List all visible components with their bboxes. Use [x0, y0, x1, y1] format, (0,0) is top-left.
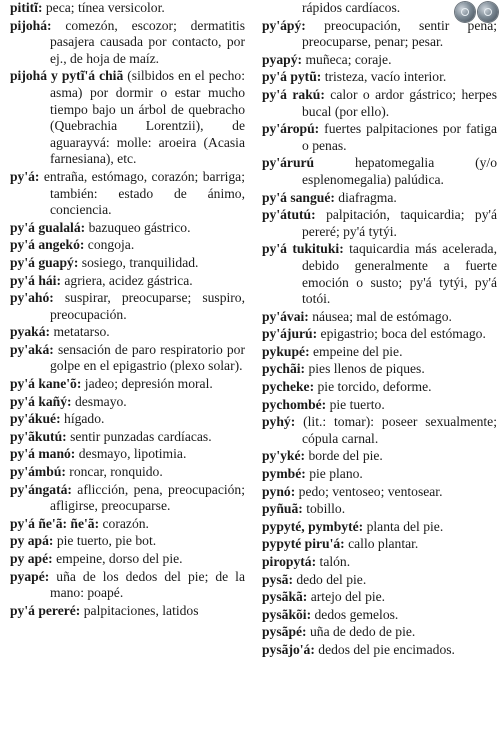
definition: pie tuerto, pie bot. [53, 533, 157, 549]
definition: taquicardia más acelerada, debido generalmente a fuerte emoción o susto; py'á tytýi, py'á totói. [302, 241, 497, 307]
definition: desmayo. [71, 393, 127, 409]
definition: congoja. [84, 237, 135, 253]
right-column [262, 0, 497, 660]
dictionary-entry [10, 551, 245, 568]
headword: py'ángatá: [10, 481, 72, 497]
definition: dedos gemelos. [311, 606, 399, 622]
headword: py apé: [10, 551, 53, 566]
headword: pyhý: [262, 414, 296, 430]
headword: py'á sangué: [262, 189, 335, 205]
definition: fuertes palpitaciones por fatiga o penas. [302, 121, 497, 153]
dictionary-entry [10, 603, 245, 620]
definition: sensación de paro respiratorio por golpe en el epigastrio (plexo solar). [50, 341, 245, 374]
headword: py'yké: [262, 448, 306, 464]
definition: pie plano. [305, 466, 363, 482]
definition: preocupación, sentir pena; preocuparse, penar; pesar. [302, 17, 497, 50]
definition: bazuqueo gástrico. [85, 219, 191, 235]
dictionary-entry [262, 121, 497, 154]
definition: (lit.: tomar): poseer sexualmente; cópula carnal. [295, 414, 497, 446]
dictionary-entry [262, 190, 497, 207]
entry-continuation: rápidos cardíacos. [302, 0, 401, 15]
dictionary-entry [10, 464, 245, 481]
dictionary-entry [262, 69, 497, 86]
dictionary-entry [262, 344, 497, 361]
dictionary-entry [10, 376, 245, 393]
headword: pychombé: [262, 396, 327, 412]
dictionary-entry [10, 169, 245, 219]
dictionary-entry [10, 324, 245, 341]
dictionary-entry [262, 607, 497, 624]
dictionary-entry [10, 0, 245, 17]
headword: pyapé: [10, 568, 50, 584]
dictionary-entry [262, 624, 497, 641]
definition: tobillo. [302, 501, 346, 517]
dictionary-entry [262, 52, 497, 69]
headword: pititĩ: [10, 0, 43, 15]
definition: callo plantar. [344, 536, 419, 552]
headword: py'á guapý: [10, 254, 79, 270]
dictionary-entry [10, 273, 245, 290]
definition: pie torcido, deforme. [314, 379, 432, 395]
dictionary-entry [262, 309, 497, 326]
definition: talón. [316, 554, 351, 569]
dictionary-entry [10, 18, 245, 68]
headword: pypyté piru'á: [262, 536, 345, 552]
dictionary-entry [10, 411, 245, 428]
headword: pysãkã: [262, 589, 308, 605]
dictionary-entry [262, 326, 497, 343]
definition: muñeca; coraje. [302, 51, 392, 67]
headword: py'ávai: [262, 308, 309, 324]
definition: jadeo; depresión moral. [81, 376, 213, 392]
left-column [10, 0, 245, 620]
dictionary-entry [10, 68, 245, 168]
definition: dedos del pie encimados. [314, 641, 455, 657]
dictionary-entry [262, 519, 497, 536]
dictionary-entry [262, 501, 497, 518]
definition: entraña, estómago, corazón; barriga; también: estado de ánimo, conciencia. [39, 168, 245, 218]
headword: pyaká: [10, 324, 51, 340]
dictionary-entry [10, 290, 245, 323]
definition: calor o ardor gástrico; herpes bucal (por ello). [302, 86, 497, 119]
headword: pypyté, pymbyté: [262, 518, 364, 534]
dictionary-entry [262, 87, 497, 120]
definition: sentir punzadas cardíacas. [66, 428, 212, 444]
definition: borde del pie. [305, 448, 383, 464]
dictionary-entry [262, 448, 497, 465]
dictionary-entry [10, 429, 245, 446]
dictionary-entry [10, 342, 245, 375]
headword: py'á tukituki: [262, 241, 344, 257]
dictionary-entry [262, 379, 497, 396]
definition: planta del pie. [363, 518, 444, 534]
dictionary-entry [262, 554, 497, 571]
headword: pycheke: [262, 379, 315, 395]
headword: py'á angekó: [10, 237, 85, 253]
dictionary-entry [262, 397, 497, 414]
definition: pedo; ventoseo; ventosear. [295, 483, 443, 499]
definition: corazón. [99, 515, 149, 531]
dictionary-entry [262, 536, 497, 553]
headword: py'ámbú: [10, 464, 66, 480]
headword: py'áropú: [262, 121, 320, 137]
dictionary-entry [262, 361, 497, 378]
headword: py'á rakú: [262, 86, 325, 102]
headword: pychãi: [262, 361, 306, 377]
dictionary-entry [10, 569, 245, 602]
definition: sosiego, tranquilidad. [78, 254, 199, 270]
definition: hígado. [60, 411, 105, 427]
definition: artejo del pie. [307, 589, 386, 605]
headword: pysã: [262, 571, 293, 587]
headword: pymbé: [262, 466, 306, 482]
headword: py'á pereré: [10, 602, 81, 618]
dictionary-entry [10, 482, 245, 515]
definition: hepatomegalia (y/o esplenomegalia) palúdica. [302, 155, 497, 187]
headword: py'á kane'õ: [10, 376, 82, 392]
dictionary-entry [10, 255, 245, 272]
dictionary-entry [10, 394, 245, 411]
dictionary-entry [262, 642, 497, 659]
dictionary-entry [262, 18, 497, 51]
definition: desmayo, lipotimia. [75, 446, 187, 462]
definition: empeine, dorso del pie. [52, 551, 183, 566]
headword: pysãpé: [262, 624, 307, 640]
headword: pynó: [262, 483, 296, 499]
definition: empeine del pie. [309, 343, 403, 359]
definition: palpitación, taquicardia; py'á pereré; py'á tytýi. [302, 207, 497, 239]
headword: py'á manó: [10, 446, 76, 462]
dictionary-entry [10, 220, 245, 237]
headword: py'á ñe'ã: ñe'ã: [10, 515, 100, 531]
dictionary-entry [262, 589, 497, 606]
definition: dedo del pie. [292, 571, 367, 587]
definition: náusea; mal de estómago. [308, 308, 452, 324]
dictionary-entry [262, 484, 497, 501]
headword: py'aká: [10, 341, 54, 357]
dictionary-entry [262, 414, 497, 447]
dictionary-entry [10, 237, 245, 254]
dictionary-entry [262, 241, 497, 307]
definition: epigastrio; boca del estómago. [317, 326, 486, 342]
dictionary-entry [262, 155, 497, 188]
headword: pyapý: [262, 51, 303, 67]
headword: pijohá y pytĩ'á chiã [10, 68, 124, 84]
definition: suspirar, preocuparse; suspiro, preocupación. [50, 290, 245, 322]
headword: py apá: [10, 533, 54, 549]
headword: pijohá: [10, 17, 52, 33]
definition: comezón, escozor; dermatitis pasajera causada por contacto, por ej., de hoja de maíz. [50, 17, 245, 66]
definition: pies llenos de piques. [305, 361, 425, 377]
headword: py'átutú: [262, 207, 316, 223]
headword: pyñuã: [262, 501, 303, 517]
headword: pysãjo'á: [262, 641, 315, 657]
headword: py'á pytũ: [262, 69, 322, 85]
headword: pysãkõi: [262, 606, 312, 622]
headword: py'ákué: [10, 411, 61, 427]
headword: py'á hái: [10, 272, 61, 288]
dictionary-entry [10, 533, 245, 550]
headword: pykupé: [262, 343, 310, 359]
dictionary-entry [262, 466, 497, 483]
definition: (silbidos en el pecho: asma) por dormir o estar mucho tiempo bajo un árbol de quebracho (Quebrachia Lorentzii), de aguarayvá: molle: aroeira (Acasia farnesiana), etc. [50, 68, 245, 167]
definition: uña de los dedos del pie; de la mano: poapé. [49, 568, 245, 601]
definition: aflicción, pena, preocupación; afligirse, preocuparse. [50, 481, 245, 514]
definition: diafragma. [334, 189, 397, 205]
dictionary-entry [262, 572, 497, 589]
headword: py'árurú [262, 155, 315, 171]
dictionary-entry [10, 516, 245, 533]
headword: py'ájurú: [262, 326, 318, 342]
definition: metatarso. [50, 324, 110, 340]
definition: roncar, ronquido. [65, 464, 163, 480]
definition: peca; tínea versicolor. [42, 0, 165, 15]
headword: py'á gualalá: [10, 219, 86, 235]
dictionary-entry [262, 207, 497, 240]
definition: pie tuerto. [326, 396, 385, 412]
headword: py'á kañý: [10, 393, 72, 409]
definition: uña de dedo de pie. [306, 624, 416, 640]
dictionary-entry [10, 446, 245, 463]
definition: tristeza, vacío interior. [321, 69, 447, 85]
definition: palpitaciones, latidos [80, 602, 199, 618]
headword: py'ãkutú: [10, 428, 67, 444]
headword: py'ápý: [262, 17, 306, 33]
definition: agriera, acidez gástrica. [61, 272, 193, 288]
headword: piropytá: [262, 554, 317, 569]
headword: py'á: [10, 168, 40, 184]
headword: py'ahó: [10, 290, 54, 306]
